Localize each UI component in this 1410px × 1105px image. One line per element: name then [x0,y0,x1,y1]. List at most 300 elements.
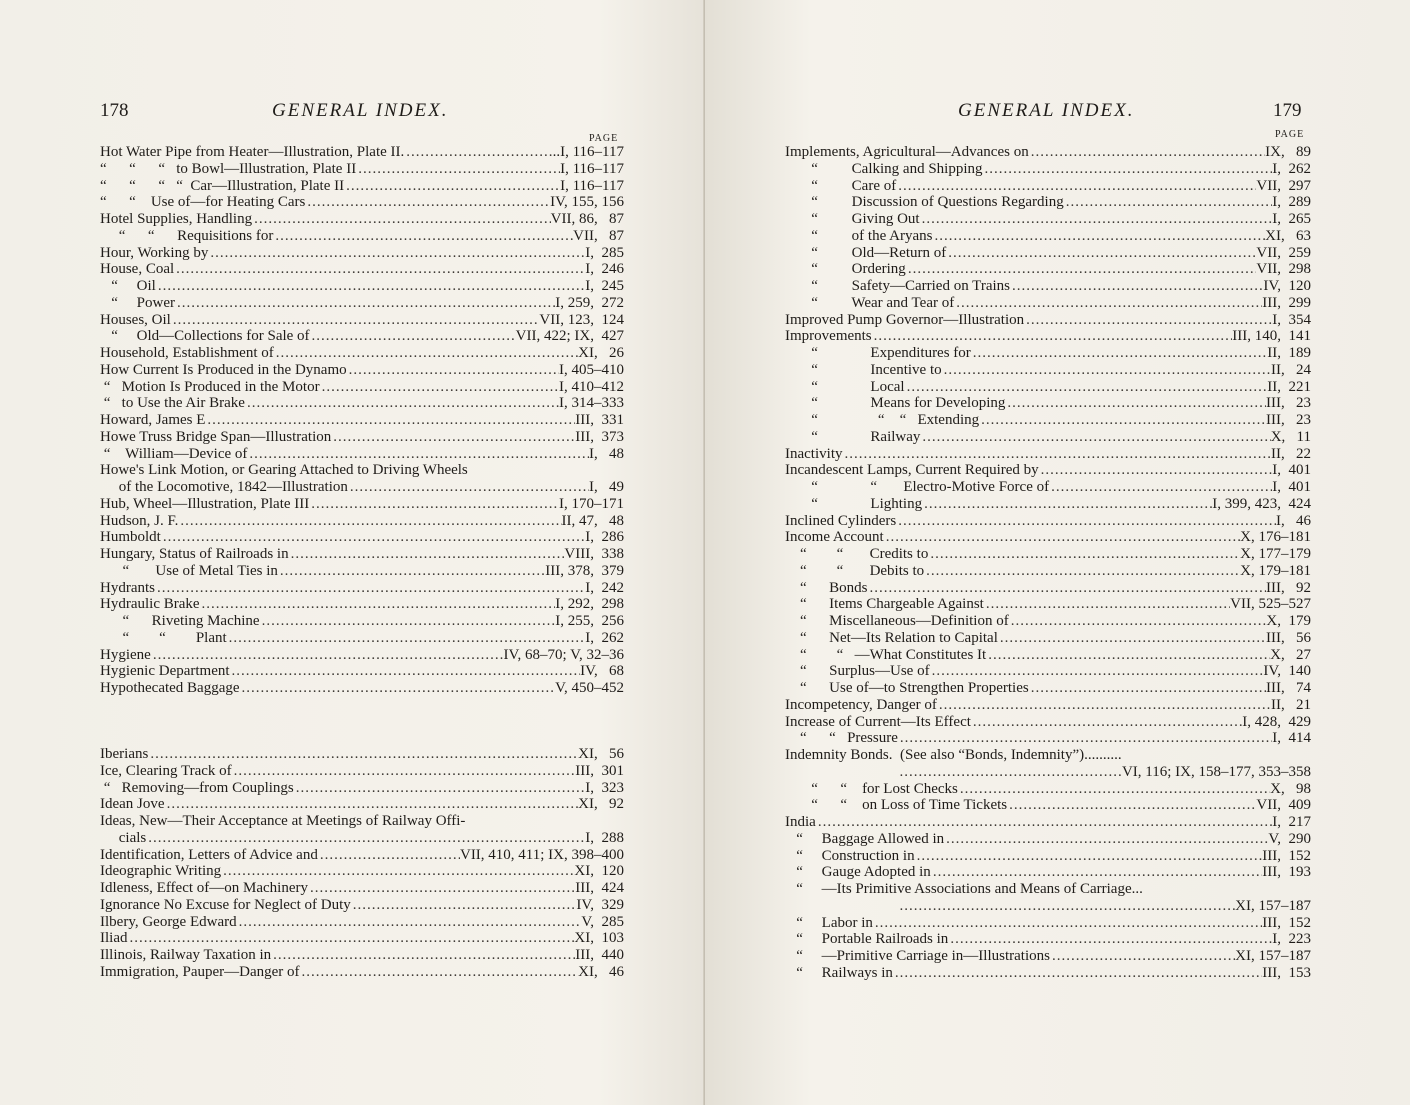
index-entry-text: Inclined Cylinders [785,512,897,529]
index-entry-reference: I, 399, 423, 424 [1212,495,1311,512]
dot-leader [232,763,576,780]
index-entry-reference: III, 424 [575,880,624,896]
index-entry [100,496,624,513]
index-entry [785,864,1311,881]
index-entry [100,462,624,479]
dot-leader [151,647,504,664]
index-section-h [100,144,624,697]
index-entry [100,563,624,580]
index-entry-reference: II, 189 [1267,345,1311,361]
index-entry-text: Iberians [100,746,149,762]
index-entry-reference: III, 373 [575,428,624,445]
index-entry-reference: VII, 410, 411; IX, 398–400 [459,846,624,863]
index-entry-text: Hygienic Department [100,663,230,680]
index-entry [100,914,624,931]
index-entry-text: Idleness, Effect of—on Machinery [100,880,308,896]
page-number: 179 [1273,100,1302,121]
index-entry-reference: XI, 157–187 [1235,948,1311,964]
index-entry [100,379,624,396]
index-entry-reference: IV, 68–70; V, 32–36 [503,646,624,663]
index-entry-reference: III, 23 [1266,412,1311,428]
index-entry-reference: I, 259, 272 [555,294,624,311]
index-section-i [100,746,624,981]
index-entry-reference: IV, 155, 156 [550,194,624,211]
index-entry-reference: VII, 259 [1256,244,1311,261]
index-entry [785,312,1311,329]
dot-leader [905,379,1268,396]
index-entry-text: Hungary, Status of Railroads in [100,546,289,562]
index-entry-text: “ “ “ to Bowl—Illustration, Plate II [100,160,357,177]
index-entry [100,429,624,446]
index-entry-text: Howard, James E [100,412,206,428]
index-entry [100,328,624,345]
index-entry [100,746,624,763]
index-entry-reference: XI, 92 [578,796,624,813]
index-entry-reference: X, 176–181 [1240,529,1311,546]
index-entry [785,948,1311,965]
index-entry-reference: III, 193 [1262,864,1311,881]
index-entry-text: “ Incentive to [785,361,942,378]
index-entry-reference: III, 23 [1266,395,1311,412]
dot-leader [247,446,589,463]
index-entry-reference: I, 428, 429 [1242,713,1311,730]
dot-leader [896,178,1256,195]
index-entry [785,730,1311,747]
index-entry-text: “ to Use the Air Brake [100,395,245,412]
index-entry-text [785,898,898,915]
index-entry-text: “ Discussion of Questions Regarding [785,194,1064,211]
dot-leader [1005,395,1266,412]
index-entry [100,513,624,530]
index-entry [100,863,624,880]
index-entry [785,563,1311,580]
index-entry-reference: V, 450–452 [555,680,624,696]
index-entry-text: “ “ for Lost Checks [785,780,958,797]
index-entry-text: Income Account [785,529,884,546]
index-entry-text: “ Labor in [785,914,873,931]
index-entry-reference: V, 290 [1268,830,1311,847]
index-entry-text: “ Local [785,378,905,395]
index-entry [785,781,1311,798]
index-entry-text: “ “ Electro-Motive Force of [785,479,1050,495]
index-entry-text: India [785,814,816,830]
index-entry-reference: I, 170–171 [559,495,624,512]
index-entry-reference: III, 378, 379 [545,562,624,579]
index-entry [100,362,624,379]
dot-leader [178,513,561,530]
index-entry-text: Household, Establishment of [100,345,274,361]
index-entry-text: “ Lighting [785,495,923,512]
index-entry [785,831,1311,848]
index-entry-reference: ..I, 116–117 [552,144,624,160]
dot-leader [260,613,556,630]
index-entry-text: Ideographic Writing [100,863,222,880]
index-entry [100,446,624,463]
dot-leader [932,228,1265,245]
index-entry-text: “ “ Use of—for Heating Cars [100,194,306,211]
index-entry-text: Ilbery, George Edward [100,913,237,930]
index-entry-text: “ Items Chargeable Against [785,596,984,613]
index-entry [785,278,1311,295]
index-entry-text: Idean Jove [100,796,165,813]
dot-leader [278,563,545,580]
index-entry-text: “ —Its Primitive Associations and Means of Carriage... [785,881,1143,897]
dot-leader [128,930,575,947]
index-entry [785,161,1311,178]
index-entry [100,261,624,278]
index-entry-reference: VII, 297 [1256,177,1311,194]
index-entry-text: “ Gauge Adopted in [785,864,931,881]
index-section-i-continued [785,144,1311,982]
index-entry [100,529,624,546]
index-entry-text: “ Construction in [785,847,915,864]
index-entry-text: Hotel Supplies, Handling [100,211,253,227]
dot-leader [1064,194,1273,211]
index-entry [100,345,624,362]
dot-leader [1049,479,1272,496]
index-entry-reference: III, 152 [1262,914,1311,931]
index-entry [785,395,1311,412]
index-entry-text: Humboldt [100,529,161,546]
index-entry-reference: X, 179–181 [1240,562,1311,579]
index-entry [785,931,1311,948]
index-entry-reference: VII, 123, 124 [539,311,624,328]
index-entry-reference: I, 401 [1272,479,1311,495]
dot-leader [155,580,585,597]
index-entry [785,178,1311,195]
index-entry [100,161,624,178]
index-entry-reference: II, 221 [1267,378,1311,395]
index-entry [785,764,1311,781]
index-entry [785,295,1311,312]
index-entry [100,245,624,262]
index-entry-text: Illinois, Railway Taxation in [100,947,272,963]
dot-leader [309,496,559,513]
index-entry-text: Ice, Clearing Track of [100,762,232,779]
index-entry-text: “ Railway [785,428,921,445]
index-entry-reference: XI, 56 [578,746,624,762]
index-entry-reference: VII, 87 [573,227,624,244]
dot-leader [200,596,556,613]
index-entry [785,496,1311,513]
index-entry [100,596,624,613]
dot-leader [165,796,579,813]
index-entry-text: “ —Primitive Carriage in—Illustrations [785,948,1050,964]
index-entry-text: “ “ Pressure [785,730,898,747]
index-entry-reference: I, 289 [1272,194,1311,211]
index-entry [100,630,624,647]
dot-leader [1010,278,1263,295]
index-entry-text: “ Riveting Machine [100,613,260,629]
index-entry-reference: III, 440 [575,947,624,963]
dot-leader [174,261,585,278]
dot-leader [930,663,1264,680]
dot-leader [356,161,560,178]
index-entry-text: “ Safety—Carried on Trains [785,278,1010,294]
index-entry-text: Implements, Agricultural—Advances on [785,144,1029,160]
index-entry-reference: I, 242 [585,579,624,596]
dot-leader [816,814,1272,831]
index-entry-reference: IV, 68 [580,663,624,680]
index-entry-reference: II, 21 [1271,696,1311,713]
index-entry [100,930,624,947]
index-entry-reference: XI, 46 [578,963,624,980]
index-entry-text: “ Motion Is Produced in the Motor [100,378,320,395]
index-entry-text: “ Power [100,294,175,311]
dot-leader [347,362,559,379]
index-entry-text: Indemnity Bonds. (See also “Bonds, Indemnity”).......... [785,747,1122,763]
index-entry-reference: III, 56 [1266,629,1311,646]
index-entry-text: cials [100,829,147,846]
dot-leader [320,379,559,396]
index-entry [100,412,624,429]
dot-leader [348,479,589,496]
dot-leader [175,295,555,312]
dot-leader [274,345,578,362]
index-entry [100,780,624,797]
index-entry-text: “ Use of—to Strengthen Properties [785,680,1029,696]
dot-leader [984,596,1230,613]
dot-leader [948,931,1272,948]
dot-leader [1050,948,1235,965]
index-entry [785,680,1311,697]
dot-leader [898,764,1122,781]
index-entry-reference: VII, 525–527 [1230,596,1311,613]
index-entry-reference: I, 223 [1272,931,1311,948]
index-entry-reference: XI, 103 [574,930,624,947]
index-entry-text: Inactivity [785,445,843,462]
index-entry [100,847,624,864]
index-entry-text: Increase of Current—Its Effect [785,713,971,730]
dot-leader [983,161,1273,178]
dot-leader [273,228,573,245]
index-entry-text: Incompetency, Danger of [785,696,937,713]
index-entry [785,848,1311,865]
index-entry [785,915,1311,932]
index-entry [785,647,1311,664]
dot-leader [928,546,1240,563]
index-entry [100,211,624,228]
dot-leader [294,780,586,797]
index-entry-reference: I, 116–117 [560,160,624,177]
dot-leader [896,513,1276,530]
index-entry [785,194,1311,211]
index-entry-text: “ Expenditures for [785,345,971,361]
index-entry-reference: I, 405–410 [559,361,624,378]
index-entry-reference: V, 285 [581,913,624,930]
index-entry [100,964,624,981]
dot-leader [906,261,1257,278]
index-entry-reference: IV, 140 [1263,663,1311,680]
index-entry-text: “ Oil [100,278,156,294]
index-entry-text: “ “ Requisitions for [100,227,274,244]
index-entry-text: Ignorance No Excuse for Neglect of Duty [100,896,351,913]
index-entry-reference: I, 46 [1276,512,1311,529]
index-entry [785,479,1311,496]
index-entry-reference: X, 27 [1270,646,1311,663]
index-entry-text: Hypothecated Baggage [100,680,240,696]
index-entry-text: “ “ —What Constitutes It [785,646,987,663]
index-entry-reference: I, 217 [1272,814,1311,830]
index-entry-reference: III, 153 [1262,964,1311,981]
index-entry [785,429,1311,446]
dot-leader [971,345,1267,362]
index-entry-text: Hydraulic Brake [100,596,200,613]
index-entry [785,379,1311,396]
index-entry-text: “ Removing—from Couplings [100,779,294,796]
running-title: GENERAL INDEX. [958,100,1135,121]
index-entry-text: Identification, Letters of Advice and [100,846,318,863]
running-title: GENERAL INDEX. [272,100,449,121]
dot-leader [958,781,1270,798]
index-entry-reference: VIII, 338 [564,546,624,562]
index-entry-text: “ Wear and Tear of [785,294,955,311]
index-entry-text: Improved Pump Governor—Illustration [785,311,1025,328]
index-entry-reference: I, 323 [585,779,624,796]
dot-leader [289,546,565,563]
index-entry-reference: I, 262 [1272,160,1311,177]
dot-leader [971,714,1242,731]
index-entry-reference: III, 140, 141 [1232,328,1311,345]
index-entry-reference: X, 177–179 [1240,546,1311,562]
dot-leader [227,630,586,647]
index-entry-text: Houses, Oil [100,311,171,328]
index-entry [100,947,624,964]
index-entry-reference: XI, 63 [1265,227,1311,244]
index-entry-text: “ “ Credits to [785,546,929,562]
index-entry [785,613,1311,630]
index-entry [785,462,1311,479]
index-entry [785,446,1311,463]
index-entry [785,211,1311,228]
index-entry [100,647,624,664]
index-entry-reference: VII, 298 [1256,261,1311,278]
index-entry-text: “ “ “ Extending [785,412,980,428]
dot-leader [1007,797,1256,814]
index-entry-reference: X, 98 [1270,780,1311,797]
index-entry [785,412,1311,429]
right-page [705,0,1410,1105]
dot-leader [240,680,556,697]
index-entry-text: “ of the Aryans [785,227,933,244]
index-entry-reference: I, 255, 256 [555,613,624,629]
index-entry [785,663,1311,680]
index-entry-text: “ Means for Developing [785,395,1006,412]
dot-leader [868,580,1267,597]
dot-leader [1039,462,1273,479]
index-entry-text: How Current Is Produced in the Dynamo [100,361,347,378]
index-entry-text: Howe's Link Motion, or Gearing Attached to Driving Wheels [100,462,468,479]
index-entry-text: “ Baggage Allowed in [785,830,945,847]
index-entry-reference: IV, 329 [576,896,624,913]
index-entry-text: “ Old—Collections for Sale of [100,328,310,345]
index-entry [100,194,624,211]
dot-leader [946,245,1256,262]
index-entry-reference: I, 286 [585,529,624,546]
index-entry-reference: III, 299 [1262,294,1311,311]
index-entry [100,830,624,847]
index-entry-text: “ “ on Loss of Time Tickets [785,797,1008,814]
index-entry-reference: I, 262 [585,629,624,646]
index-entry-text: of the Locomotive, 1842—Illustration [100,479,348,495]
dot-leader [237,914,582,931]
index-entry [100,144,624,161]
index-entry-reference: III, 92 [1266,579,1311,596]
dot-leader [318,847,460,864]
index-entry [785,228,1311,245]
index-entry [785,747,1311,764]
index-entry-text: Hydrants [100,579,155,596]
page-column-label: PAGE [1275,129,1305,140]
dot-leader [252,211,551,228]
index-entry-text: “ Giving Out [785,211,920,227]
index-entry-text: “ Net—Its Relation to Capital [785,629,998,646]
index-entry-reference: I, 354 [1272,311,1311,328]
dot-leader [872,328,1233,345]
index-entry-text: Immigration, Pauper—Danger of [100,963,300,980]
index-entry [785,513,1311,530]
index-entry-text: “ Calking and Shipping [785,160,983,177]
index-entry-text: “ Ordering [785,261,906,278]
dot-leader [146,830,585,847]
index-entry [100,897,624,914]
index-entry-text: “ Use of Metal Ties in [100,562,278,579]
index-entry [785,529,1311,546]
dot-leader [310,328,516,345]
index-entry-reference: II, 47, 48 [561,512,624,529]
index-entry [785,965,1311,982]
index-entry-text: “ Surplus—Use of [785,663,930,680]
index-entry [100,813,624,830]
index-entry [785,546,1311,563]
index-entry [100,613,624,630]
dot-leader [937,697,1271,714]
index-entry [785,630,1311,647]
index-entry-text: Improvements [785,328,872,345]
index-entry-reference: I, 288 [585,829,624,846]
index-entry [100,295,624,312]
index-entry-reference: IX, 89 [1265,144,1311,160]
index-entry [785,580,1311,597]
dot-leader [942,362,1271,379]
dot-leader [884,529,1240,546]
dot-leader [305,194,550,211]
index-entry-reference: VII, 422; IX, 427 [515,328,624,345]
dot-leader [245,395,559,412]
index-entry [100,312,624,329]
dot-leader [979,412,1266,429]
index-entry-text: Incandescent Lamps, Current Required by [785,462,1039,479]
index-entry-text: “ Railways in [785,964,893,981]
index-entry-reference: I, 265 [1272,211,1311,227]
index-entry [100,880,624,897]
index-entry-reference: VI, 116; IX, 158–177, 353–358 [1121,763,1311,780]
index-entry [100,479,624,496]
index-entry [785,797,1311,814]
index-entry-reference: XI, 120 [574,863,624,880]
dot-leader [1009,613,1267,630]
dot-leader [898,898,1236,915]
index-entry-reference: III, 301 [575,762,624,779]
index-entry-text: Iliad [100,930,128,947]
index-entry-reference: X, 11 [1270,428,1311,445]
dot-leader [931,864,1262,881]
dot-leader [161,529,585,546]
index-entry-text: “ “ Debits to [785,562,925,579]
index-entry-reference: X, 179 [1266,613,1311,629]
index-entry-text: House, Coal [100,261,175,278]
dot-leader [331,429,575,446]
